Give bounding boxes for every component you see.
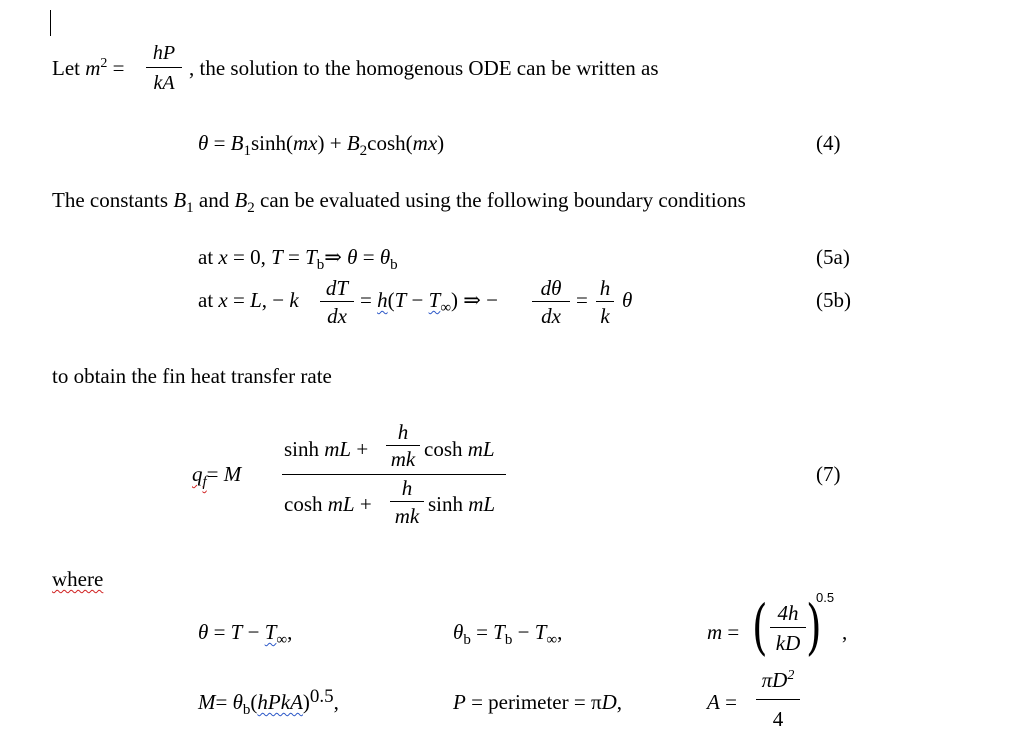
k-symbol: k bbox=[289, 288, 299, 312]
d-symbol: D bbox=[601, 690, 617, 714]
theta-symbol: θ bbox=[198, 131, 209, 155]
m-def-denominator: kD bbox=[775, 631, 801, 655]
t-inf-symbol: T bbox=[264, 620, 277, 644]
theta-symbol-5b: θ bbox=[622, 288, 633, 312]
equals-sign: = bbox=[206, 462, 224, 486]
mk-denominator: mk bbox=[390, 447, 416, 471]
ml-term: mL bbox=[327, 492, 355, 516]
plus-sign: + bbox=[354, 492, 372, 516]
x-symbol: x bbox=[218, 245, 228, 269]
minus-sign: − bbox=[512, 620, 535, 644]
m-def-numerator: 4h bbox=[777, 601, 799, 625]
a-symbol: A bbox=[707, 690, 720, 714]
hpka-term: hPkA bbox=[257, 690, 303, 714]
m-def-numerator-wrap bbox=[770, 602, 806, 624]
h-over-k-bar bbox=[596, 301, 614, 302]
equals-sign: = bbox=[208, 131, 231, 155]
dtheta-dx-fraction bbox=[532, 277, 570, 299]
infinity-subscript: ∞ bbox=[546, 632, 558, 648]
minus-sign: − bbox=[242, 620, 265, 644]
h-over-mk-den bbox=[390, 477, 424, 499]
hp-over-ka-denominator-wrap bbox=[146, 72, 182, 94]
h-symbol: h bbox=[377, 288, 388, 312]
pi-d-term: πD bbox=[761, 668, 788, 692]
constants-text-rest: can be evaluated using the following boundary conditions bbox=[254, 188, 746, 212]
minus-sign: − bbox=[406, 288, 429, 312]
where-word: where bbox=[52, 567, 104, 591]
dt-dx-fraction bbox=[320, 277, 354, 299]
equals-sign: = bbox=[227, 288, 251, 312]
comma: , bbox=[287, 620, 293, 644]
theta-symbol: θ bbox=[453, 620, 464, 644]
subscript-b-2: b bbox=[504, 632, 513, 648]
equation-4-number: (4) bbox=[816, 131, 841, 155]
equals-sign: = bbox=[719, 690, 737, 714]
equals-sign: = bbox=[470, 620, 494, 644]
t-inf-symbol: T bbox=[534, 620, 547, 644]
theta-symbol: θ bbox=[232, 690, 243, 714]
mx-term-2: mx bbox=[412, 131, 438, 155]
constants-line bbox=[52, 188, 746, 215]
intro-line bbox=[52, 56, 125, 84]
equation-5a-number: (5a) bbox=[816, 245, 850, 269]
p-symbol: P bbox=[453, 690, 466, 714]
theta-b-definition bbox=[453, 620, 562, 647]
sinh-word: sinh bbox=[428, 492, 469, 516]
h-over-mk-num-bar bbox=[386, 445, 420, 446]
q-denominator-left bbox=[284, 492, 372, 516]
theta-symbol: θ bbox=[198, 620, 209, 644]
comma: , bbox=[333, 690, 339, 714]
k-denominator: k bbox=[600, 304, 610, 328]
mk-denominator: mk bbox=[394, 504, 420, 528]
dx-denominator-2: dx bbox=[541, 304, 561, 328]
p-definition bbox=[453, 690, 622, 714]
h-over-mk-den-bar bbox=[390, 501, 424, 502]
subscript-b: b bbox=[242, 702, 251, 718]
dt-dx-denominator-wrap bbox=[320, 305, 354, 327]
ml-term: mL bbox=[324, 437, 352, 461]
m-capital-definition bbox=[198, 686, 339, 718]
q-denominator-right bbox=[428, 492, 495, 516]
t-symbol: T bbox=[394, 288, 407, 312]
b2-symbol: B bbox=[234, 188, 248, 212]
x-symbol: x bbox=[218, 288, 228, 312]
h-over-k-fraction bbox=[596, 277, 614, 299]
subscript-b-2: b bbox=[390, 257, 398, 273]
m-def-denominator-wrap bbox=[770, 632, 806, 654]
subscript-2: 2 bbox=[247, 200, 255, 216]
perimeter-text: = perimeter = bbox=[465, 690, 591, 714]
equals-sign: = bbox=[282, 245, 306, 269]
open-paren: ( bbox=[387, 288, 395, 312]
equation-4 bbox=[198, 131, 444, 158]
m-def-comma: , bbox=[842, 620, 848, 644]
pi-symbol: π bbox=[590, 690, 602, 714]
equals-zero: = 0, bbox=[227, 245, 272, 269]
equation-5b-number: (5b) bbox=[816, 288, 851, 312]
open-paren: ( bbox=[250, 690, 258, 714]
equals-sign: = bbox=[722, 620, 740, 644]
cosh-word: cosh bbox=[424, 437, 468, 461]
close-paren: ) bbox=[302, 690, 310, 714]
h-numerator: h bbox=[599, 276, 611, 300]
b2-symbol: B bbox=[346, 131, 360, 155]
comma: , bbox=[557, 620, 563, 644]
square-exponent: 2 bbox=[787, 668, 795, 683]
h-over-mk-den-den-wrap bbox=[390, 505, 424, 527]
t-symbol: T bbox=[271, 245, 283, 269]
plus-sign: ) + bbox=[317, 131, 347, 155]
q-numerator-left bbox=[284, 437, 368, 461]
dtheta-dx-denominator-wrap bbox=[532, 305, 570, 327]
m-symbol: m bbox=[85, 56, 101, 80]
equals-sign: = bbox=[208, 620, 231, 644]
cosh-word: cosh bbox=[284, 492, 328, 516]
m-capital-symbol: M bbox=[223, 462, 242, 486]
t-symbol: T bbox=[230, 620, 243, 644]
sinh-function: sinh( bbox=[251, 131, 293, 155]
dx-denominator: dx bbox=[327, 304, 347, 328]
ml-term-2: mL bbox=[468, 492, 496, 516]
equation-7-lhs bbox=[192, 462, 241, 489]
dtheta-dx-bar bbox=[532, 301, 570, 302]
m-definition-lhs bbox=[707, 620, 739, 644]
obtain-line: to obtain the fin heat transfer rate bbox=[52, 364, 332, 388]
close-implies: ) ⇒ − bbox=[451, 288, 498, 312]
q-fraction-bar bbox=[282, 474, 506, 475]
implies-arrow: ⇒ bbox=[324, 245, 348, 269]
b1-symbol: B bbox=[173, 188, 187, 212]
m-capital-symbol: M bbox=[198, 690, 216, 714]
l-symbol: L bbox=[250, 288, 262, 312]
theta-symbol: θ bbox=[347, 245, 358, 269]
tb-symbol: T bbox=[305, 245, 317, 269]
let-word: Let bbox=[52, 56, 80, 80]
a-def-numerator-wrap bbox=[756, 669, 800, 695]
theta-b-symbol: θ bbox=[379, 245, 391, 269]
left-paren: ( bbox=[752, 593, 768, 663]
close-paren: ) bbox=[437, 131, 445, 155]
subscript-b: b bbox=[463, 632, 471, 648]
dt-numerator: dT bbox=[325, 276, 349, 300]
a-definition-lhs bbox=[707, 690, 737, 714]
equals-sign: = bbox=[112, 56, 125, 80]
mx-term: mx bbox=[293, 131, 318, 155]
constants-text-a: The constants bbox=[52, 188, 174, 212]
dtheta-numerator: dθ bbox=[540, 276, 562, 300]
m-def-bar bbox=[770, 627, 806, 628]
equals-sign-2: = bbox=[357, 245, 380, 269]
equation-5b-middle bbox=[360, 288, 498, 315]
a-def-numerator bbox=[756, 669, 800, 695]
subscript-2: 2 bbox=[359, 143, 368, 159]
a-def-denominator-wrap bbox=[756, 708, 800, 730]
a-def-bar bbox=[756, 699, 800, 700]
sinh-word: sinh bbox=[284, 437, 325, 461]
and-word: and bbox=[193, 188, 235, 212]
comma: , bbox=[616, 690, 622, 714]
infinity-subscript: ∞ bbox=[276, 632, 288, 648]
fraction-numerator: hP bbox=[152, 42, 176, 64]
subscript-b: b bbox=[316, 257, 325, 273]
t-inf-symbol: T bbox=[428, 288, 441, 312]
t-symbol: T bbox=[493, 620, 505, 644]
b1-symbol: B bbox=[230, 131, 244, 155]
at-word: at bbox=[198, 288, 219, 312]
h-numerator: h bbox=[397, 420, 409, 444]
m-symbol: m bbox=[707, 620, 723, 644]
fraction-denominator: kA bbox=[153, 72, 175, 94]
cosh-function: cosh( bbox=[367, 131, 413, 155]
q-symbol: q bbox=[192, 462, 203, 486]
exponent: 0.5 bbox=[309, 686, 334, 707]
h-numerator: h bbox=[401, 476, 413, 500]
square-exponent: 2 bbox=[100, 56, 108, 71]
equals-sign-5b: = bbox=[576, 288, 588, 312]
at-word: at bbox=[198, 245, 219, 269]
equation-5b-left bbox=[198, 288, 299, 312]
equals-sign: = bbox=[215, 690, 233, 714]
h-over-mk-num-den-wrap bbox=[386, 448, 420, 470]
comma-minus: , − bbox=[261, 288, 290, 312]
a-def-denominator: 4 bbox=[772, 707, 784, 731]
ml-term-2: mL bbox=[467, 437, 495, 461]
theta-definition bbox=[198, 620, 292, 647]
equation-5a bbox=[198, 245, 398, 272]
hp-over-ka-fraction bbox=[146, 42, 182, 64]
dt-dx-bar bbox=[320, 301, 354, 302]
intro-line-suffix: , the solution to the homogenous ODE can be written as bbox=[189, 56, 659, 80]
plus-sign: + bbox=[351, 437, 369, 461]
fraction-bar bbox=[146, 67, 182, 68]
infinity-subscript: ∞ bbox=[440, 300, 452, 316]
q-numerator-right bbox=[424, 437, 495, 461]
m-def-exponent: 0.5 bbox=[816, 590, 835, 605]
h-over-mk-num bbox=[386, 421, 420, 443]
subscript-1: 1 bbox=[186, 200, 194, 216]
right-paren: ) bbox=[806, 593, 822, 663]
h-over-k-denominator-wrap bbox=[596, 305, 614, 327]
equals-sign: = bbox=[360, 288, 378, 312]
equation-7-number: (7) bbox=[816, 462, 841, 486]
subscript-f: f bbox=[202, 474, 207, 490]
subscript-1: 1 bbox=[243, 143, 251, 159]
text-cursor bbox=[50, 10, 51, 36]
